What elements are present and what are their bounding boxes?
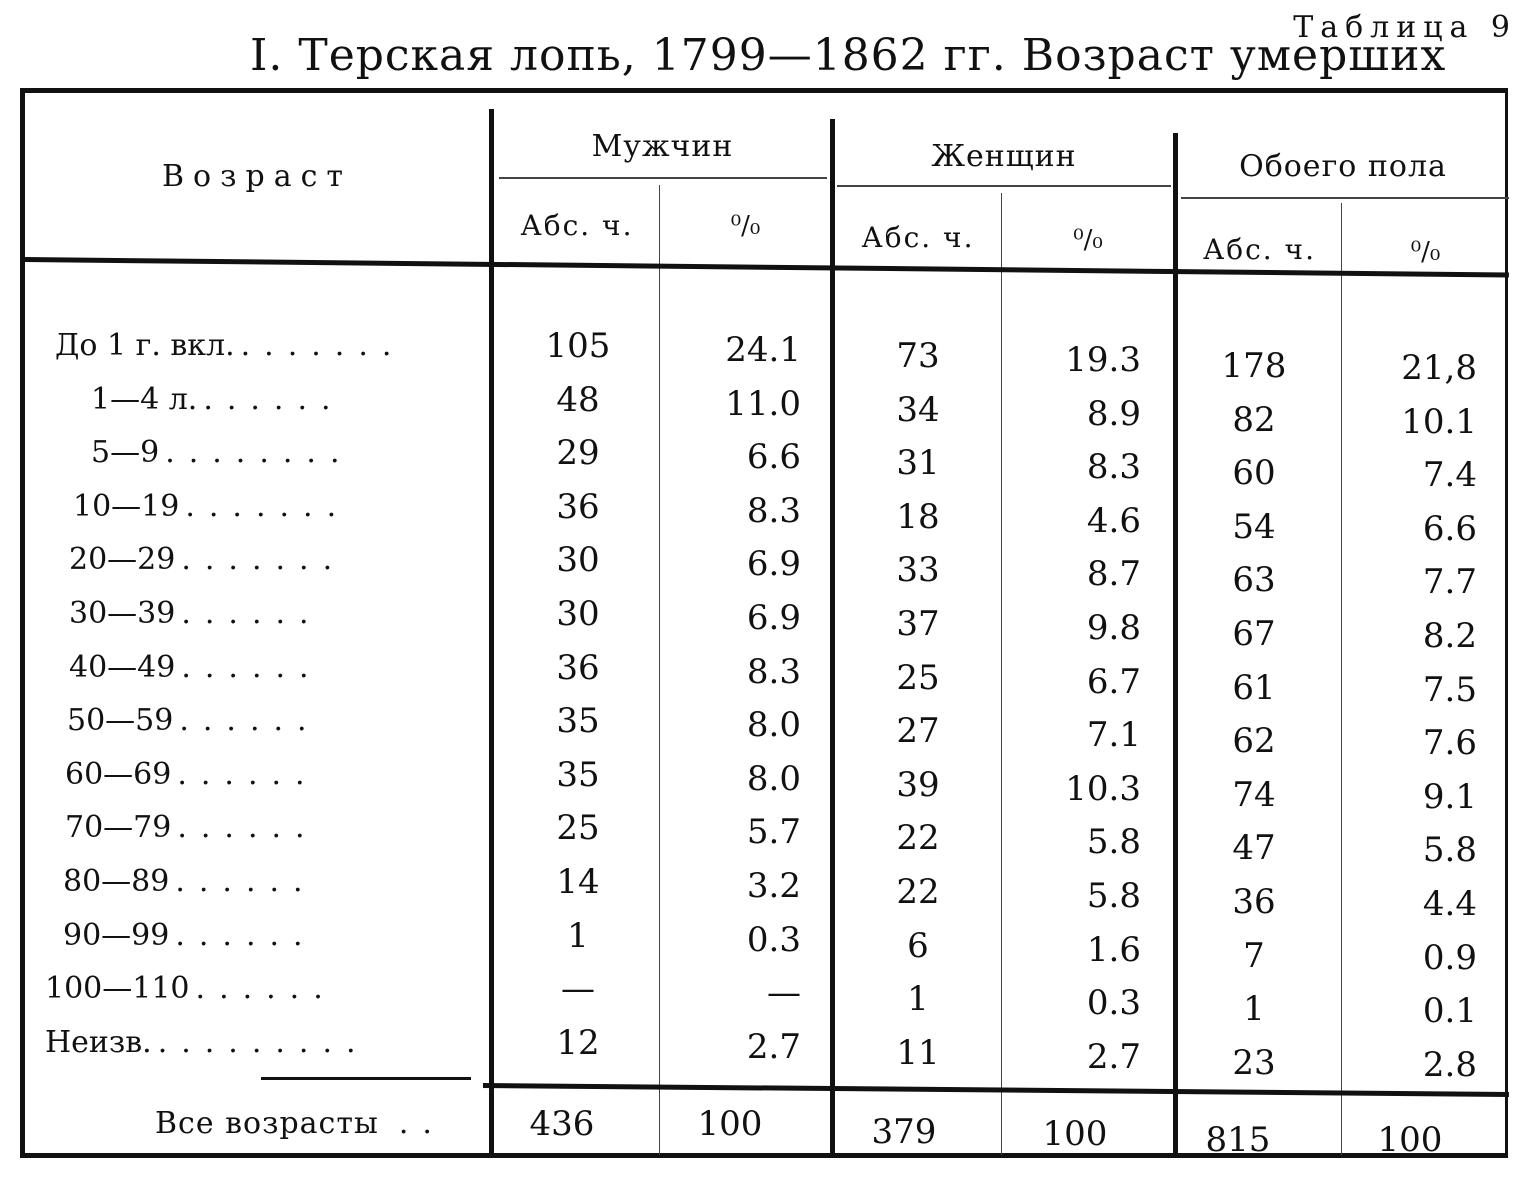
cell-both-abs: 74 [1232,774,1276,815]
cell-women-pct: 6.7 [1086,661,1141,702]
cell-both-abs: 82 [1232,399,1276,440]
cell-men-abs: 36 [556,486,600,527]
cell-women-abs: 1 [907,979,929,1020]
table-row [25,373,1513,442]
cell-both-pct: 7.7 [1422,562,1477,603]
cell-men-abs: — [561,969,595,1010]
cell-women-abs: 37 [896,604,940,644]
table-row [25,426,1513,496]
age-label: 50—59 ...... [67,703,321,739]
cell-both-abs: 36 [1232,882,1276,922]
total-men-abs: 436 [529,1104,595,1144]
cell-women-pct: 5.8 [1086,876,1141,916]
cell-men-abs: 1 [567,915,589,956]
cell-men-pct: 8.3 [746,651,801,692]
header-both-pct: ⁰/₀ [1410,237,1441,267]
rule-both-group [1181,197,1509,199]
cell-women-abs: 31 [896,443,940,484]
cell-men-pct: 0.3 [746,919,801,960]
cell-women-abs: 33 [896,550,940,591]
cell-both-pct: 8.2 [1422,616,1477,656]
age-label: 70—79 ...... [65,810,319,846]
page-title: I. Терская лопь, 1799—1862 гг. Возраст умерших [250,30,1447,81]
cell-men-pct: 6.6 [746,437,801,478]
cell-both-abs: 67 [1232,614,1276,654]
total-men-pct: 100 [697,1104,763,1144]
age-label: 60—69 ...... [65,756,319,792]
cell-men-abs: 29 [556,433,600,474]
cell-women-abs: 11 [896,1032,940,1073]
age-label: 90—99 ...... [63,917,317,953]
cell-both-pct: 10.1 [1401,401,1477,442]
cell-men-pct: 2.7 [746,1026,801,1067]
table-row [25,748,1513,817]
cell-men-pct: 6.9 [746,598,801,638]
cell-women-abs: 22 [896,872,940,912]
cell-men-pct: 11.0 [725,383,801,424]
cell-both-abs: 1 [1243,989,1265,1030]
total-both-pct: 100 [1377,1120,1443,1160]
cell-women-pct: 7.1 [1086,715,1141,756]
table-row [25,909,1513,978]
age-label: 40—49 ...... [69,649,323,685]
cell-men-abs: 30 [556,594,600,634]
header-group-men: Мужчин [591,129,734,164]
rule-women-group [837,185,1171,187]
cell-both-abs: 60 [1232,453,1276,494]
cell-both-abs: 23 [1232,1042,1276,1083]
cell-men-pct: — [767,973,801,1014]
total-women-abs: 379 [871,1112,937,1152]
cell-both-pct: 0.1 [1422,991,1477,1032]
data-table [20,88,1508,1158]
cell-both-pct: 6.6 [1422,508,1477,549]
cell-women-abs: 18 [896,496,940,537]
cell-men-pct: 5.7 [746,812,801,853]
total-label: Все возрасты .. [155,1106,446,1141]
cell-men-pct: 6.9 [746,544,801,585]
header-men-abs: Абс. ч. [520,209,634,242]
table-row [25,1016,1513,1085]
header-age: Возраст [162,159,352,194]
cell-women-abs: 73 [896,336,940,376]
table-row [25,587,1513,656]
cell-both-abs: 61 [1232,667,1276,708]
cell-men-pct: 8.3 [746,490,801,531]
cell-women-pct: 10.3 [1065,768,1141,809]
age-label: Неизв. ......... [45,1024,370,1060]
cell-men-abs: 36 [556,647,600,688]
total-row [25,1097,1513,1160]
table-row [25,855,1513,924]
total-both-abs: 815 [1205,1120,1271,1160]
cell-men-pct: 24.1 [725,330,801,370]
header-men-pct: ⁰/₀ [730,211,761,241]
cell-both-pct: 7.6 [1422,723,1477,764]
cell-women-pct: 8.7 [1086,554,1141,595]
rule-men-group [499,177,827,179]
cell-both-abs: 54 [1232,506,1276,547]
cell-women-pct: 19.3 [1065,340,1141,380]
header-women-abs: Абс. ч. [861,221,975,254]
header-both-abs: Абс. ч. [1203,233,1316,266]
table-row [25,962,1513,1032]
table-row [25,533,1513,603]
cell-both-pct: 9.1 [1422,776,1477,817]
age-label: 5—9 ........ [91,435,354,471]
table-row [25,801,1513,871]
cell-women-abs: 6 [907,925,929,966]
cell-women-pct: 1.6 [1086,929,1141,970]
cell-both-pct: 21,8 [1401,348,1477,388]
cell-both-pct: 0.9 [1422,937,1477,978]
cell-men-abs: 30 [556,540,600,581]
cell-men-abs: 35 [556,701,600,742]
age-label: 30—39 ...... [69,596,323,631]
table-label: Таблица 9 [1293,10,1517,45]
age-label: 20—29 ....... [69,542,347,578]
cell-women-pct: 8.3 [1086,447,1141,488]
cell-women-pct: 9.8 [1086,608,1141,648]
cell-both-abs: 178 [1221,346,1287,386]
age-label: До 1 г. вкл. ....... [55,328,406,363]
cell-women-pct: 2.7 [1086,1036,1141,1077]
cell-men-abs: 25 [556,808,600,849]
cell-men-pct: 3.2 [746,866,801,906]
cell-both-pct: 7.5 [1422,669,1477,710]
age-label: 100—110 ...... [45,971,337,1007]
cell-women-abs: 22 [896,818,940,859]
cell-both-abs: 62 [1232,721,1276,762]
rule-total-label [261,1077,471,1080]
cell-men-abs: 12 [556,1022,600,1063]
cell-both-pct: 2.8 [1422,1044,1477,1085]
cell-women-abs: 27 [896,711,940,752]
cell-women-abs: 39 [896,764,940,805]
cell-both-abs: 47 [1232,828,1276,869]
cell-both-pct: 5.8 [1422,830,1477,871]
cell-men-abs: 48 [556,379,600,420]
cell-women-pct: 0.3 [1086,983,1141,1024]
table-row [25,480,1513,549]
cell-men-abs: 14 [556,862,600,902]
cell-both-abs: 63 [1232,560,1276,601]
cell-men-abs: 35 [556,754,600,795]
age-label: 10—19 ....... [73,488,351,524]
cell-men-abs: 105 [545,326,611,366]
table-row [25,641,1513,710]
header-group-women: Женщин [931,139,1077,174]
cell-men-pct: 8.0 [746,758,801,799]
age-label: 1—4 л. ...... [91,381,345,417]
age-label: 80—89 ...... [63,864,317,899]
table-row [25,319,1513,388]
cell-both-pct: 7.4 [1422,455,1477,496]
cell-women-pct: 5.8 [1086,822,1141,863]
cell-men-pct: 8.0 [746,705,801,746]
header-women-pct: ⁰/₀ [1073,225,1103,255]
table-row [25,694,1513,764]
total-women-pct: 100 [1042,1114,1108,1154]
cell-women-pct: 8.9 [1086,393,1141,434]
cell-women-abs: 25 [896,657,940,698]
cell-both-pct: 4.4 [1422,884,1477,924]
cell-women-pct: 4.6 [1086,500,1141,541]
header-group-both: Обоего пола [1239,149,1447,184]
cell-women-abs: 34 [896,389,940,430]
cell-both-abs: 7 [1243,935,1265,976]
